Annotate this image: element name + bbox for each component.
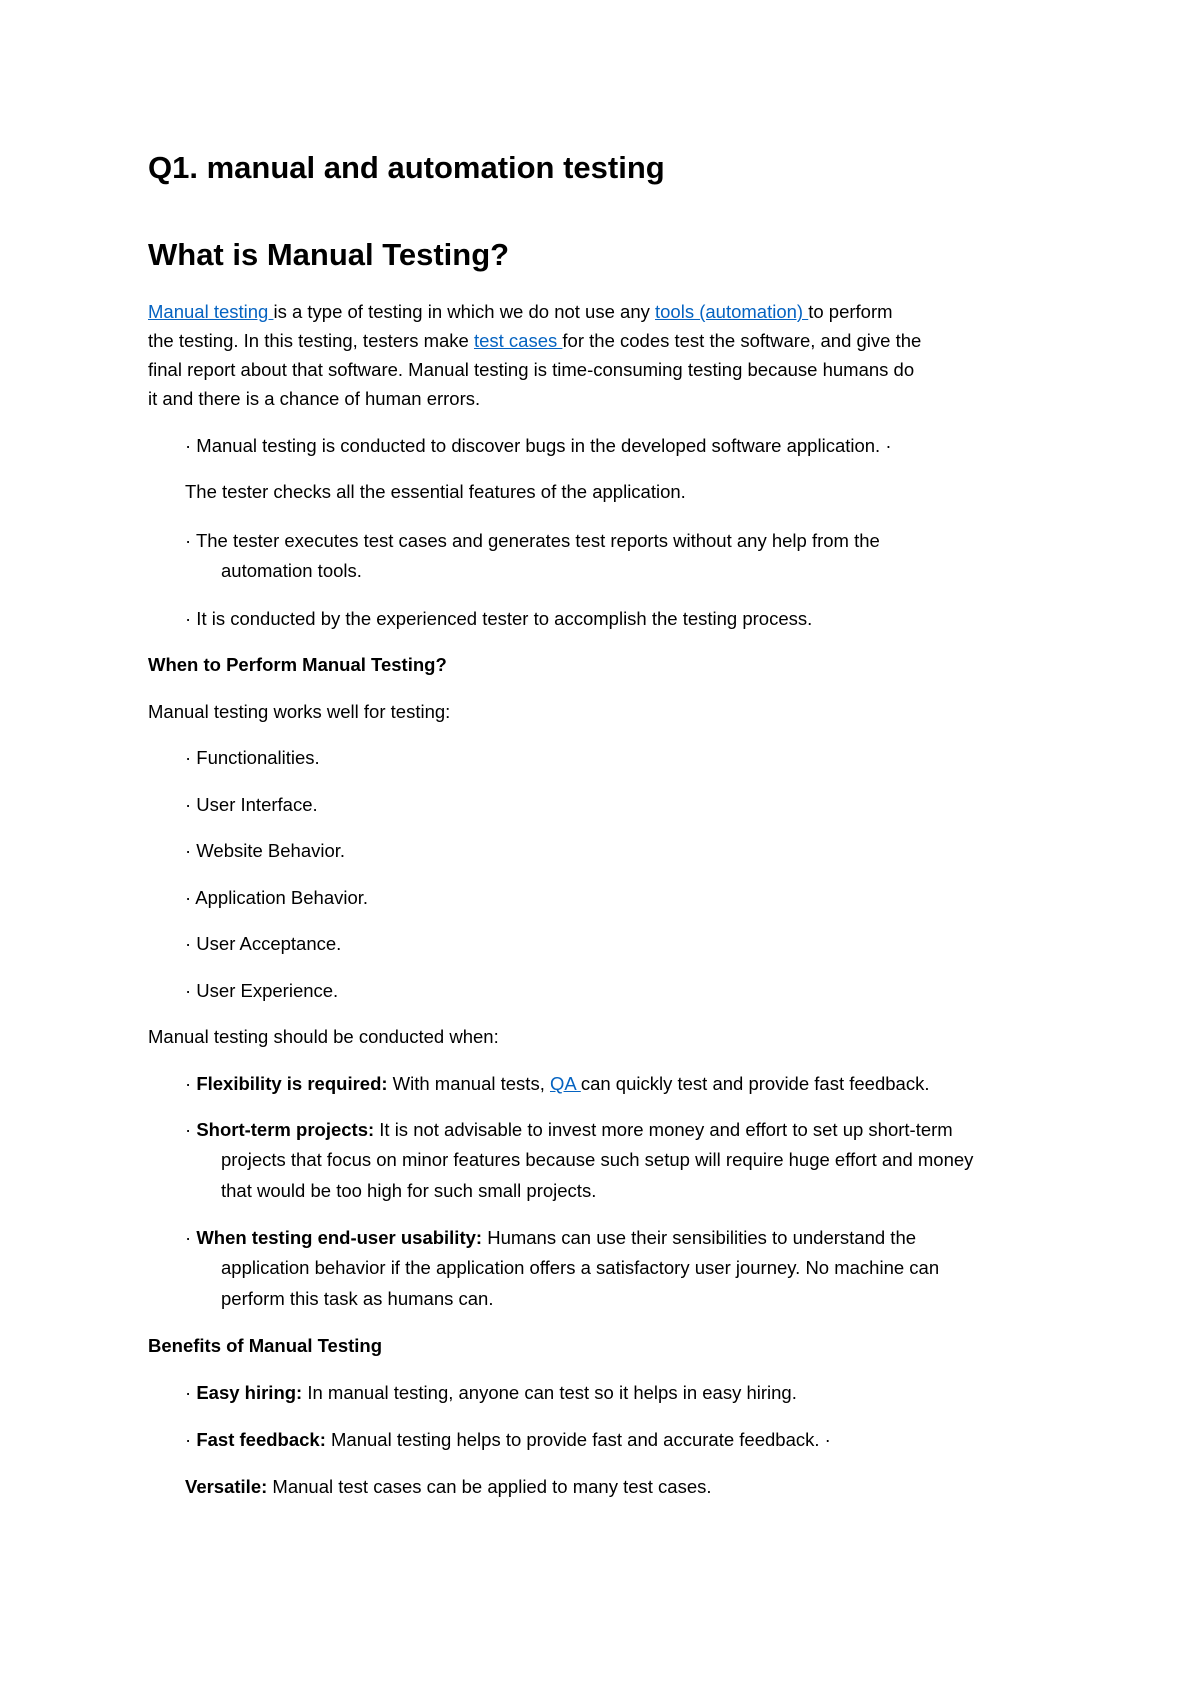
intro-line-1: [148, 300, 893, 324]
intro-text-1: is a type of testing in which we do not use any: [273, 301, 655, 322]
link-qa[interactable]: QA: [549, 1073, 581, 1094]
short-term-item: [185, 1118, 953, 1142]
when-heading: When to Perform Manual Testing?: [148, 654, 447, 675]
usability-label: When testing end-user usability:: [196, 1227, 483, 1248]
fast-feedback-item: [185, 1428, 831, 1452]
bullet: ·: [185, 1119, 197, 1140]
bullet: ·: [185, 1227, 197, 1248]
flexibility-text: With manual tests,: [387, 1073, 550, 1094]
feature-bullet-3: · The tester executes test cases and generates test reports without any help from the: [185, 530, 880, 551]
list-item: · Application Behavior.: [185, 887, 369, 908]
link-manual-testing[interactable]: Manual testing: [148, 301, 274, 322]
intro-line-3: final report about that software. Manual testing is time-consuming testing because humans do: [148, 359, 915, 380]
usability-cont-2: perform this task as humans can.: [221, 1288, 494, 1309]
bullet: ·: [185, 1429, 197, 1450]
conducted-intro: Manual testing should be conducted when:: [148, 1026, 499, 1047]
short-term-text: It is not advisable to invest more money and effort to set up short-term: [374, 1119, 953, 1140]
list-item: · User Acceptance.: [185, 933, 342, 954]
easy-hiring-label: Easy hiring:: [196, 1382, 303, 1403]
intro-line-4: it and there is a chance of human errors.: [148, 388, 481, 409]
usability-item: [185, 1226, 916, 1250]
list-item: · Website Behavior.: [185, 840, 346, 861]
feature-bullet-4: · It is conducted by the experienced tester to accomplish the testing process.: [185, 608, 813, 629]
bullet: ·: [185, 1073, 197, 1094]
when-intro: Manual testing works well for testing:: [148, 701, 451, 722]
usability-cont-1: application behavior if the application offers a satisfactory user journey. No machine can: [221, 1257, 940, 1278]
feature-bullet-1: · Manual testing is conducted to discover bugs in the developed software application. ·: [185, 435, 892, 456]
fast-feedback-text: Manual testing helps to provide fast and accurate feedback. ·: [325, 1429, 831, 1450]
usability-text: Humans can use their sensibilities to understand the: [482, 1227, 917, 1248]
intro-text-4: for the codes test the software, and give the: [562, 330, 922, 351]
versatile-item: [185, 1475, 712, 1499]
feature-bullet-3-cont: automation tools.: [221, 560, 362, 581]
intro-text-2: to perform: [808, 301, 893, 322]
short-term-cont-1: projects that focus on minor features because such setup will require huge effort and money: [221, 1149, 974, 1170]
intro-text-3: the testing. In this testing, testers make: [148, 330, 474, 351]
short-term-cont-2: that would be too high for such small projects.: [221, 1180, 597, 1201]
fast-feedback-label: Fast feedback:: [196, 1429, 326, 1450]
flexibility-text-2: can quickly test and provide fast feedback.: [580, 1073, 930, 1094]
easy-hiring-text: In manual testing, anyone can test so it helps in easy hiring.: [302, 1382, 797, 1403]
intro-line-2: [148, 329, 921, 353]
link-tools-automation[interactable]: tools (automation): [655, 301, 809, 322]
easy-hiring-item: [185, 1381, 797, 1405]
short-term-label: Short-term projects:: [196, 1119, 375, 1140]
list-item: · User Experience.: [185, 980, 339, 1001]
list-item: · Functionalities.: [185, 747, 320, 768]
flexibility-item: [185, 1072, 929, 1096]
flexibility-label: Flexibility is required:: [196, 1073, 388, 1094]
versatile-label: Versatile:: [185, 1476, 268, 1497]
list-item: · User Interface.: [185, 794, 318, 815]
link-test-cases[interactable]: test cases: [473, 330, 563, 351]
versatile-text: Manual test cases can be applied to many test cases.: [267, 1476, 712, 1497]
feature-line-2: The tester checks all the essential features of the application.: [185, 481, 686, 502]
benefits-heading: Benefits of Manual Testing: [148, 1335, 383, 1356]
document-title: Q1. manual and automation testing: [148, 150, 665, 185]
bullet: ·: [185, 1382, 197, 1403]
section-heading-manual-testing: What is Manual Testing?: [148, 237, 510, 272]
